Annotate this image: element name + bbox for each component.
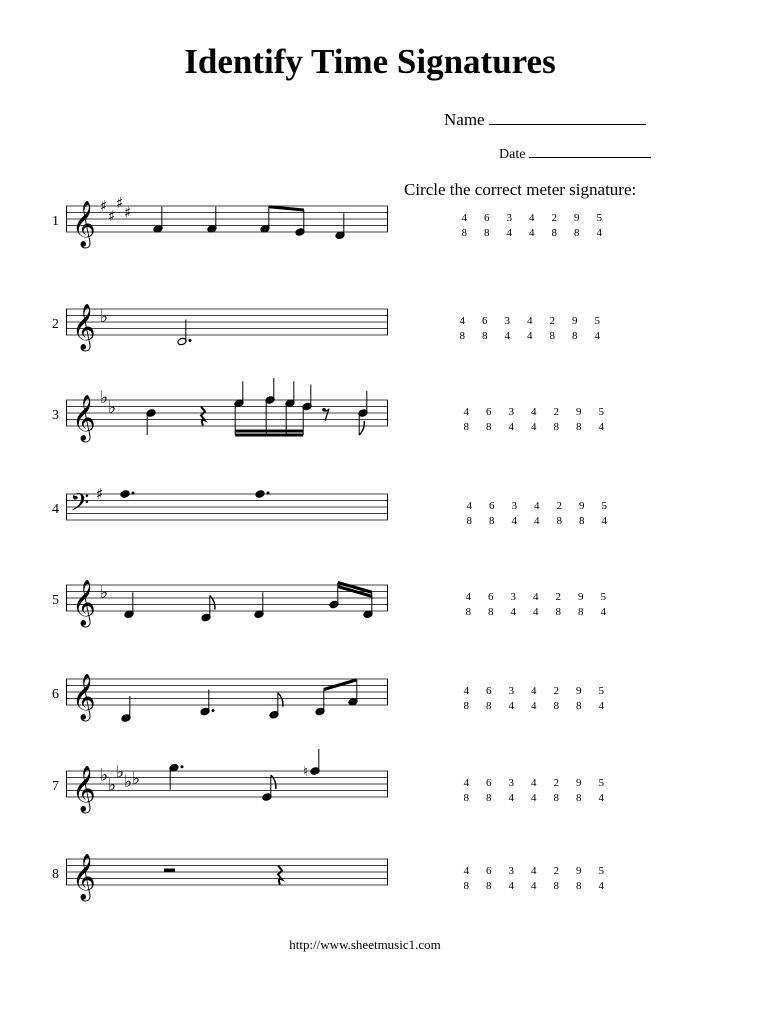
time-signature-top: 2 <box>549 315 555 327</box>
time-signature-option[interactable] <box>478 776 501 806</box>
time-signature-bottom: 8 <box>486 792 492 804</box>
music-note <box>358 391 368 435</box>
time-signature-bottom: 8 <box>572 330 578 342</box>
time-signature-bottom: 8 <box>576 880 582 892</box>
time-signature-top: 9 <box>576 685 582 697</box>
footer-url: http://www.sheetmusic1.com <box>289 937 441 952</box>
time-signature-bottom: 8 <box>551 227 557 239</box>
time-signature-bottom: 8 <box>459 330 465 342</box>
time-signature-top: 4 <box>463 685 469 697</box>
flat-icon: ♭ <box>100 765 109 786</box>
time-signature-bottom: 8 <box>553 700 559 712</box>
time-signature-option[interactable] <box>496 314 519 344</box>
time-signature-top: 5 <box>598 406 604 418</box>
time-signature-bottom: 8 <box>463 700 469 712</box>
time-signature-top: 6 <box>489 500 495 512</box>
bass-clef-icon: 𝄢 <box>70 488 90 524</box>
time-signature-top: 3 <box>508 865 514 877</box>
date-label: Date <box>499 147 526 162</box>
time-signature-option[interactable] <box>526 499 549 529</box>
time-signature-bottom: 8 <box>466 515 472 527</box>
time-signature-bottom: 4 <box>508 880 514 892</box>
time-signature-top: 4 <box>529 212 535 224</box>
time-signature-top: 4 <box>527 315 533 327</box>
sharp-icon: ♯ <box>96 485 104 503</box>
name-label: Name <box>444 110 485 129</box>
exercise-number: 4 <box>52 502 59 517</box>
time-signature-option[interactable] <box>543 211 566 241</box>
quarter-rest-icon <box>201 407 205 426</box>
music-staff <box>66 301 388 361</box>
time-signature-option[interactable] <box>458 499 481 529</box>
time-signature-option[interactable] <box>590 684 613 714</box>
music-note <box>303 749 320 780</box>
time-signature-bottom: 4 <box>533 606 539 618</box>
time-signature-bottom: 4 <box>508 700 514 712</box>
exercise-number: 3 <box>52 408 59 423</box>
time-signature-option[interactable] <box>480 590 503 620</box>
treble-clef-icon: 𝄞 <box>72 304 96 351</box>
time-signature-top: 5 <box>598 777 604 789</box>
time-signature-bottom: 4 <box>601 515 607 527</box>
music-note <box>335 213 345 239</box>
music-note <box>295 210 305 236</box>
time-signature-top: 3 <box>504 315 510 327</box>
quarter-rest-icon <box>278 866 282 885</box>
time-signature-option[interactable] <box>590 405 613 435</box>
flat-icon: ♭ <box>100 582 109 603</box>
time-signature-bottom: 8 <box>463 421 469 433</box>
time-signature-bottom: 8 <box>482 330 488 342</box>
music-note <box>348 680 358 706</box>
time-signature-option[interactable] <box>523 864 546 894</box>
time-signature-option[interactable] <box>500 684 523 714</box>
time-signature-options <box>455 684 613 714</box>
time-signature-bottom: 8 <box>549 330 555 342</box>
time-signature-option[interactable] <box>519 314 542 344</box>
sharp-icon: ♯ <box>124 203 132 222</box>
time-signature-top: 2 <box>553 865 559 877</box>
time-signature-top: 9 <box>572 315 578 327</box>
time-signature-option[interactable] <box>523 684 546 714</box>
note-beam <box>269 207 304 210</box>
music-staff <box>66 193 388 258</box>
time-signature-option[interactable] <box>545 405 568 435</box>
time-signature-top: 9 <box>576 865 582 877</box>
time-signature-top: 4 <box>531 865 537 877</box>
time-signature-option[interactable] <box>592 590 615 620</box>
time-signature-option[interactable] <box>503 499 526 529</box>
time-signature-bottom: 8 <box>463 792 469 804</box>
time-signature-bottom: 4 <box>594 330 600 342</box>
time-signature-bottom: 8 <box>463 880 469 892</box>
flat-icon: ♭ <box>100 306 109 327</box>
time-signature-top: 4 <box>531 685 537 697</box>
music-staff <box>66 388 388 452</box>
time-signature-option[interactable] <box>568 864 591 894</box>
time-signature-option[interactable] <box>455 405 478 435</box>
time-signature-top: 5 <box>598 865 604 877</box>
time-signature-top: 5 <box>598 685 604 697</box>
time-signature-option[interactable] <box>590 864 613 894</box>
time-signature-option[interactable] <box>541 314 564 344</box>
treble-clef-icon: 𝄞 <box>72 674 96 721</box>
music-note <box>200 690 214 716</box>
treble-clef-icon: 𝄞 <box>72 580 96 627</box>
time-signature-bottom: 4 <box>506 227 512 239</box>
music-staff <box>66 763 388 823</box>
time-signature-option[interactable] <box>498 211 521 241</box>
time-signature-top: 3 <box>508 406 514 418</box>
music-note <box>255 490 269 499</box>
time-signature-top: 4 <box>533 591 539 603</box>
music-note <box>124 592 134 618</box>
time-signature-option[interactable] <box>545 684 568 714</box>
time-signature-top: 9 <box>579 500 585 512</box>
time-signature-bottom: 4 <box>529 227 535 239</box>
time-signature-bottom: 8 <box>461 227 467 239</box>
time-signature-top: 6 <box>486 777 492 789</box>
music-staff <box>66 671 388 731</box>
exercise-number: 5 <box>52 593 59 608</box>
time-signature-option[interactable] <box>566 211 589 241</box>
time-signature-option[interactable] <box>593 499 616 529</box>
time-signature-bottom: 4 <box>598 700 604 712</box>
time-signature-options <box>455 776 613 806</box>
flat-icon: ♭ <box>116 762 125 783</box>
time-signature-option[interactable] <box>586 314 609 344</box>
music-note <box>120 490 134 499</box>
time-signature-bottom: 8 <box>465 606 471 618</box>
time-signature-option[interactable] <box>523 776 546 806</box>
sharp-icon: ♯ <box>116 193 124 212</box>
time-signature-option[interactable] <box>478 684 501 714</box>
time-signature-top: 3 <box>508 777 514 789</box>
music-note <box>329 583 339 609</box>
time-signature-top: 3 <box>506 212 512 224</box>
time-signature-options <box>455 405 613 435</box>
time-signature-bottom: 8 <box>486 700 492 712</box>
music-note <box>254 592 264 618</box>
time-signature-option[interactable] <box>500 776 523 806</box>
sharp-icon: ♯ <box>100 197 108 215</box>
time-signature-top: 2 <box>551 212 557 224</box>
time-signature-bottom: 4 <box>598 792 604 804</box>
time-signature-top: 4 <box>531 777 537 789</box>
time-signature-option[interactable] <box>500 864 523 894</box>
time-signature-option[interactable] <box>545 776 568 806</box>
music-note <box>269 693 283 719</box>
treble-clef-icon: 𝄞 <box>72 395 96 442</box>
time-signature-options <box>458 499 616 529</box>
time-signature-bottom: 4 <box>527 330 533 342</box>
time-signature-option[interactable] <box>523 405 546 435</box>
time-signature-bottom: 4 <box>600 606 606 618</box>
time-signature-option[interactable] <box>568 684 591 714</box>
time-signature-bottom: 4 <box>598 880 604 892</box>
instructions: Circle the correct meter signature: <box>404 180 637 199</box>
music-note <box>315 690 325 716</box>
time-signature-bottom: 4 <box>508 792 514 804</box>
worksheet-title: Identify Time Signatures <box>184 42 556 81</box>
natural-icon: ♮ <box>303 764 309 780</box>
time-signature-options <box>457 590 615 620</box>
time-signature-top: 6 <box>488 591 494 603</box>
time-signature-bottom: 8 <box>556 515 562 527</box>
flat-icon: ♭ <box>132 768 141 789</box>
time-signature-top: 2 <box>556 500 562 512</box>
time-signature-option[interactable] <box>455 684 478 714</box>
sharp-icon: ♯ <box>108 206 116 225</box>
time-signature-bottom: 4 <box>531 700 537 712</box>
half-rest-icon <box>164 869 175 873</box>
name-field[interactable] <box>444 110 646 130</box>
time-signature-top: 2 <box>553 685 559 697</box>
time-signature-bottom: 8 <box>574 227 580 239</box>
date-blank-line[interactable] <box>529 157 651 158</box>
time-signature-top: 4 <box>534 500 540 512</box>
time-signature-top: 5 <box>600 591 606 603</box>
time-signature-option[interactable] <box>478 864 501 894</box>
time-signature-top: 6 <box>486 865 492 877</box>
time-signature-bottom: 8 <box>553 421 559 433</box>
time-signature-top: 6 <box>486 406 492 418</box>
time-signature-option[interactable] <box>547 590 570 620</box>
time-signature-option[interactable] <box>478 405 501 435</box>
time-signature-bottom: 8 <box>553 792 559 804</box>
time-signature-bottom: 8 <box>576 421 582 433</box>
music-note <box>207 207 217 233</box>
time-signature-bottom: 8 <box>484 227 490 239</box>
time-signature-option[interactable] <box>590 776 613 806</box>
time-signature-bottom: 4 <box>508 421 514 433</box>
time-signature-option[interactable] <box>502 590 525 620</box>
time-signature-top: 4 <box>463 777 469 789</box>
time-signature-bottom: 8 <box>576 700 582 712</box>
time-signature-bottom: 8 <box>579 515 585 527</box>
time-signature-top: 4 <box>463 406 469 418</box>
time-signature-option[interactable] <box>564 314 587 344</box>
time-signature-top: 9 <box>576 406 582 418</box>
exercise-number: 7 <box>52 779 59 794</box>
time-signature-bottom: 4 <box>531 421 537 433</box>
time-signature-top: 9 <box>576 777 582 789</box>
time-signature-bottom: 8 <box>576 792 582 804</box>
flat-icon: ♭ <box>108 775 117 796</box>
exercise-number: 2 <box>52 317 59 332</box>
time-signature-top: 4 <box>531 406 537 418</box>
time-signature-option[interactable] <box>521 211 544 241</box>
time-signature-bottom: 4 <box>510 606 516 618</box>
time-signature-option[interactable] <box>455 776 478 806</box>
time-signature-bottom: 8 <box>486 421 492 433</box>
time-signature-option[interactable] <box>476 211 499 241</box>
music-note <box>177 320 191 346</box>
time-signature-top: 4 <box>459 315 465 327</box>
date-field[interactable] <box>499 147 651 163</box>
time-signature-bottom: 8 <box>488 606 494 618</box>
music-note <box>121 696 131 722</box>
time-signature-option[interactable] <box>455 864 478 894</box>
time-signature-option[interactable] <box>474 314 497 344</box>
treble-clef-icon: 𝄞 <box>72 201 96 248</box>
time-signature-top: 5 <box>596 212 602 224</box>
time-signature-top: 2 <box>555 591 561 603</box>
time-signature-option[interactable] <box>571 499 594 529</box>
time-signature-options <box>451 314 609 344</box>
time-signature-bottom: 8 <box>489 515 495 527</box>
time-signature-top: 4 <box>466 500 472 512</box>
music-note <box>169 763 183 789</box>
exercise-number: 8 <box>52 867 59 882</box>
time-signature-bottom: 4 <box>531 880 537 892</box>
time-signature-top: 4 <box>465 591 471 603</box>
music-staff <box>66 577 388 637</box>
time-signature-bottom: 4 <box>511 515 517 527</box>
time-signature-top: 3 <box>511 500 517 512</box>
time-signature-option[interactable] <box>525 590 548 620</box>
time-signature-option[interactable] <box>570 590 593 620</box>
time-signature-top: 9 <box>578 591 584 603</box>
time-signature-bottom: 8 <box>553 880 559 892</box>
music-note <box>146 409 156 435</box>
flat-icon: ♭ <box>124 772 133 792</box>
time-signature-bottom: 4 <box>504 330 510 342</box>
time-signature-bottom: 4 <box>596 227 602 239</box>
time-signature-option[interactable] <box>548 499 571 529</box>
time-signature-option[interactable] <box>457 590 480 620</box>
music-note <box>260 207 270 233</box>
time-signature-top: 6 <box>484 212 490 224</box>
time-signature-top: 4 <box>463 865 469 877</box>
treble-clef-icon: 𝄞 <box>72 766 96 813</box>
time-signature-option[interactable] <box>481 499 504 529</box>
flat-icon: ♭ <box>100 388 109 408</box>
time-signature-bottom: 8 <box>578 606 584 618</box>
time-signature-top: 5 <box>594 315 600 327</box>
exercise-number: 1 <box>52 214 59 229</box>
time-signature-top: 2 <box>553 406 559 418</box>
time-signature-top: 4 <box>461 212 467 224</box>
note-beam <box>324 680 357 690</box>
time-signature-option[interactable] <box>453 211 476 241</box>
flat-icon: ♭ <box>108 397 117 418</box>
time-signature-option[interactable] <box>500 405 523 435</box>
time-signature-top: 9 <box>574 212 580 224</box>
time-signature-option[interactable] <box>451 314 474 344</box>
eighth-rest-icon <box>322 408 329 421</box>
time-signature-bottom: 4 <box>531 792 537 804</box>
music-staff <box>66 486 388 546</box>
time-signature-bottom: 8 <box>555 606 561 618</box>
time-signature-top: 6 <box>482 315 488 327</box>
time-signature-options <box>453 211 611 241</box>
music-note <box>153 207 163 233</box>
time-signature-option[interactable] <box>588 211 611 241</box>
treble-clef-icon: 𝄞 <box>72 854 96 901</box>
time-signature-option[interactable] <box>545 864 568 894</box>
time-signature-options <box>455 864 613 894</box>
time-signature-top: 2 <box>553 777 559 789</box>
exercise-number: 6 <box>52 687 59 702</box>
time-signature-option[interactable] <box>568 405 591 435</box>
music-note <box>201 596 215 622</box>
time-signature-bottom: 4 <box>534 515 540 527</box>
music-staff <box>66 851 388 911</box>
time-signature-option[interactable] <box>568 776 591 806</box>
time-signature-bottom: 4 <box>598 421 604 433</box>
time-signature-bottom: 8 <box>486 880 492 892</box>
time-signature-top: 5 <box>601 500 607 512</box>
time-signature-top: 6 <box>486 685 492 697</box>
time-signature-top: 3 <box>510 591 516 603</box>
name-blank-line[interactable] <box>489 124 646 125</box>
time-signature-top: 3 <box>508 685 514 697</box>
